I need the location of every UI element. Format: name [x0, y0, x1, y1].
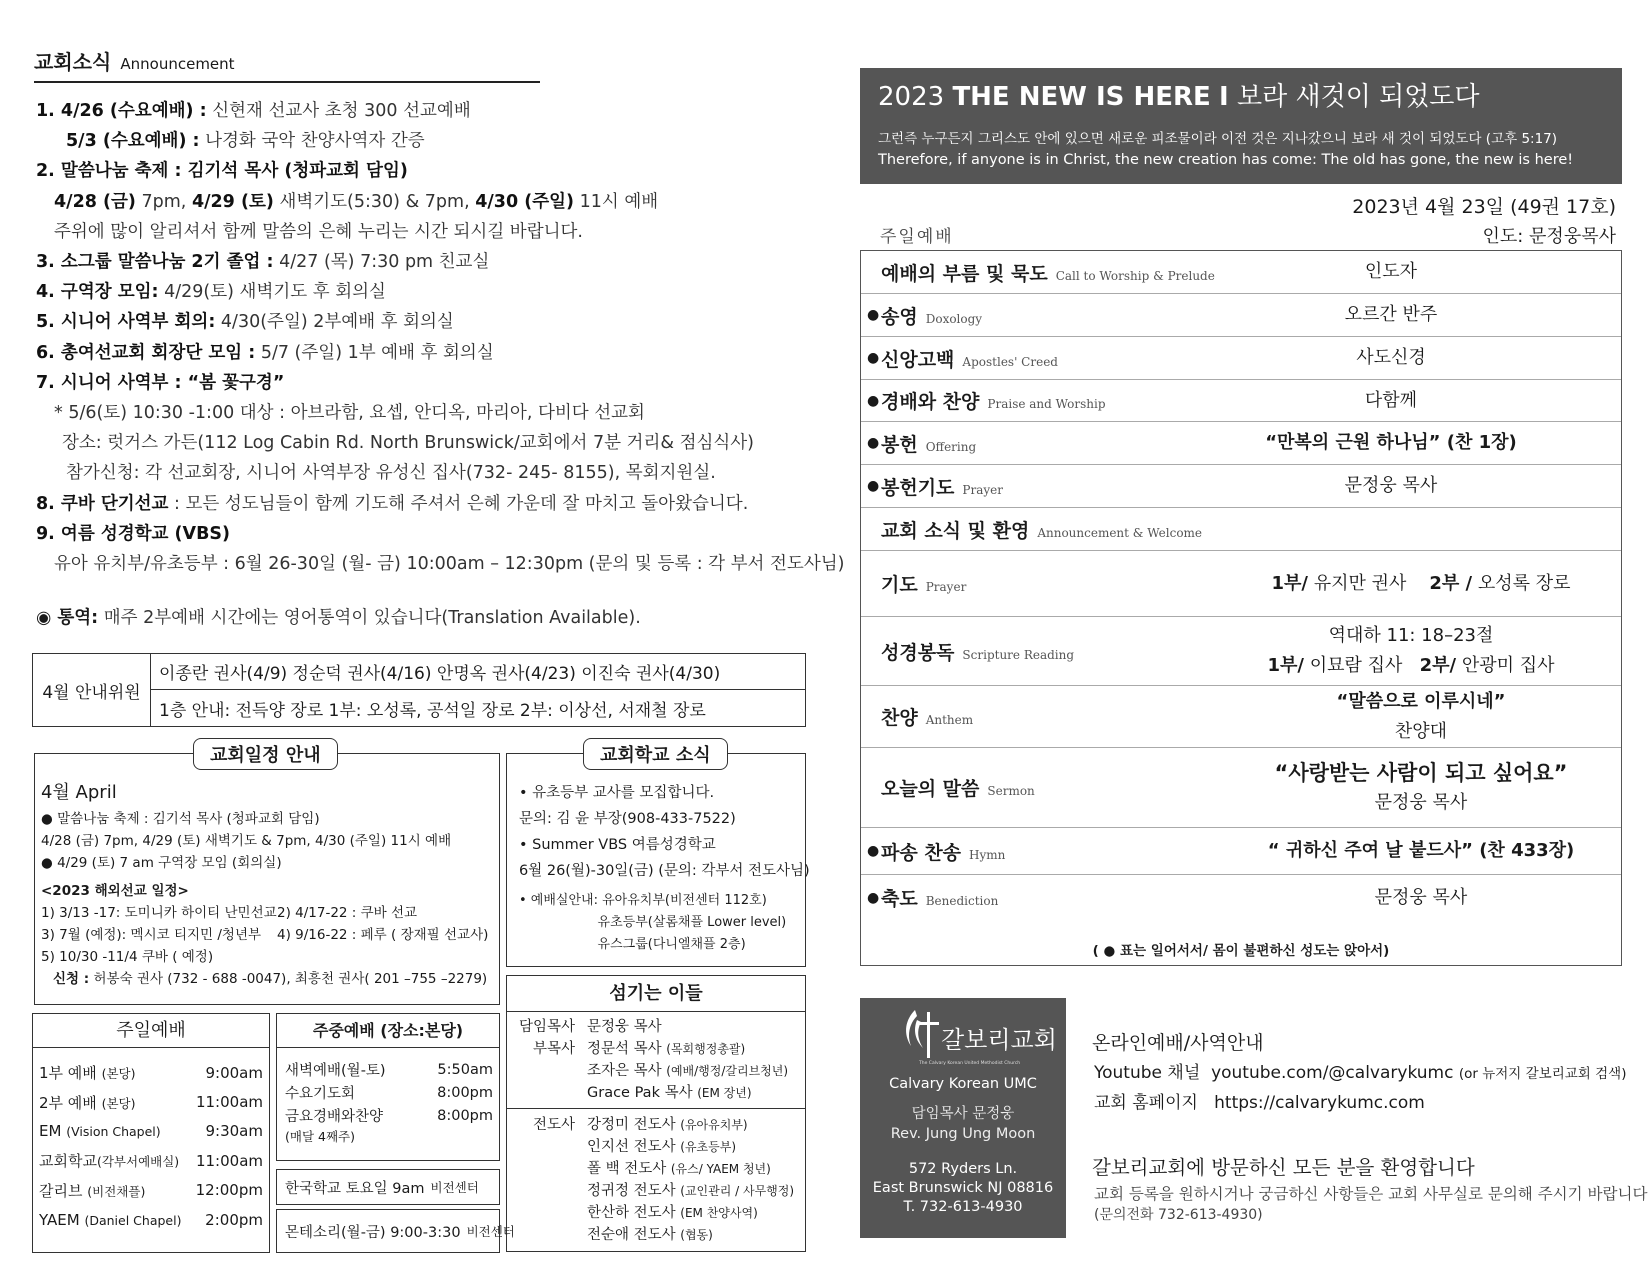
- order-row: ● 경배와 찬양 Praise and Worship 다함께: [861, 380, 1621, 422]
- weekday-worship-title: 주중예배 (장소:본당): [277, 1014, 499, 1048]
- servers-box: [506, 975, 806, 1252]
- worship-time-row: 새벽예배(월-토) 5:50am: [285, 1061, 493, 1079]
- sunday-worship-title: 주일예배: [33, 1014, 269, 1048]
- server-row: 인지선 전도사 (유초등부): [587, 1139, 736, 1155]
- homepage-line: 교회 홈페이지 https://calvarykumc.com: [1094, 1093, 1425, 1113]
- theme-title: 2023 THE NEW IS HERE I 보라 새것이 되었도다: [878, 82, 1480, 112]
- weekday-worship-box: [276, 1013, 500, 1161]
- school-room-line: 유초등부(살롬채플 Lower level): [519, 915, 787, 930]
- theme-verse-ko: 그런즉 누구든지 그리스도 안에 있으면 새로운 피조물이라 이전 것은 지나갔으니 보라 새 것이 되었도다 (고후 5:17): [878, 131, 1558, 147]
- worship-time-row: EM (Vision Chapel) 9:30am: [39, 1122, 263, 1141]
- school-room-line: • 예배실안내: 유아유치부(비전센터 112호): [519, 893, 767, 908]
- server-row: 담임목사 문정웅 목사: [518, 1019, 662, 1035]
- announcement-item: 8. 쿠바 단기선교 : 모든 성도님들이 함께 기도해 주셔서 은혜 가운데 잘 마치고 돌아왔습니다.: [36, 493, 749, 514]
- announcement-item: 1. 4/26 (수요예배) : 신현재 선교사 초청 300 선교예배: [36, 101, 471, 121]
- korean-school-box: 한국학교 토요일 9am 비전센터: [276, 1169, 500, 1205]
- announcement-item: 9. 여름 성경학교 (VBS): [36, 523, 231, 544]
- announcement-item: 6. 총여선교회 회장단 모임 : 5/7 (주일) 1부 예배 후 회의실: [36, 342, 494, 363]
- order-row: ● 봉헌기도 Prayer 문정웅 목사: [861, 465, 1621, 508]
- worship-time-row: 교회학교(각부서예배실) 11:00am: [39, 1151, 263, 1171]
- announcement-heading: [34, 46, 540, 83]
- school-line: • Summer VBS 여름성경학교: [519, 837, 716, 853]
- order-row: 찬양 Anthem “말씀으로 이루시네” 찬양대: [861, 686, 1621, 748]
- mission-row: 5) 10/30 -11/4 쿠바 ( 예정): [41, 949, 214, 965]
- order-row: 교회 소식 및 환영 Announcement & Welcome: [861, 508, 1621, 551]
- announcement-title-en: Announcement: [120, 55, 235, 73]
- order-footnote: ( ● 표는 일어서서/ 몸이 불편하신 성도는 앉아서): [1092, 943, 1390, 959]
- announcement-item: 5/3 (수요예배) : 나경화 국악 찬양사역자 간증: [66, 131, 425, 152]
- order-of-worship: [860, 250, 1622, 966]
- school-line: • 유초등부 교사를 모집합니다.: [519, 785, 715, 801]
- translation-notice: ◉ 통역: 매주 2부예배 시간에는 영어통역이 있습니다(Translation Available).: [36, 608, 641, 628]
- welcome-subtitle: 교회 등록을 원하시거나 궁금하신 사항들은 교회 사무실로 문의해 주시기 바랍니다: [1094, 1185, 1648, 1203]
- server-row: Grace Pak 목사 (EM 장년): [587, 1085, 752, 1101]
- announcement-title-ko: 교회소식: [34, 50, 112, 74]
- worship-time-row: 1부 예배 (본당) 9:00am: [39, 1063, 263, 1083]
- church-school-title: 교회학교 소식: [583, 738, 728, 770]
- online-title: 온라인예배/사역안내: [1092, 1032, 1264, 1054]
- worship-time-row: YAEM (Daniel Chapel) 2:00pm: [39, 1210, 263, 1229]
- worship-time-row: 금요경배와찬양 8:00pm: [285, 1107, 493, 1125]
- svg-text:The Calvary Korean United Meth: The Calvary Korean United Methodist Church: [919, 1061, 1021, 1066]
- announcement-item: * 5/6(토) 10:30 -1:00 대상 : 아브라함, 요셉, 안디옥, 마리아, 다비다 선교회: [54, 403, 645, 424]
- church-logo-block: [860, 998, 1066, 1238]
- announcement-item: 4/28 (금) 7pm, 4/29 (토) 새벽기도(5:30) & 7pm, 4/30 (주일) 11시 예배: [54, 191, 659, 212]
- church-schedule-box: [34, 745, 500, 1005]
- order-row: 예배의 부름 및 묵도 Call to Worship & Prelude 인도자: [861, 251, 1621, 294]
- mission-row: 1) 3/13 -17: 도미니카 하이티 난민선교 2) 4/17-22 : 쿠바 선교: [41, 905, 418, 921]
- order-row: 성경봉독 Scripture Reading 역대하 11: 18–23절 1부/ 이묘람 집사 2부/ 안광미 집사: [861, 617, 1621, 686]
- church-logo: [860, 1006, 1066, 1074]
- weekday-note: (매달 4째주): [285, 1129, 355, 1144]
- church-school-box: [506, 745, 810, 967]
- order-row: ● 축도 Benediction 문정웅 목사: [867, 886, 1468, 910]
- address-line: East Brunswick NJ 08816: [872, 1180, 1054, 1196]
- phone-line: T. 732-613-4930: [903, 1199, 1023, 1215]
- mission-schedule-title: <2023 해외선교 일정>: [41, 883, 189, 899]
- server-row: 정귀정 전도사 (교인관리 / 사무행정): [587, 1183, 795, 1199]
- school-room-line: 유스그룹(다니엘채플 2층): [519, 937, 746, 952]
- theme-banner: [860, 68, 1622, 184]
- pastor-ko: 담임목사 문정웅: [911, 1106, 1015, 1122]
- school-line: 문의: 김 윤 부장(908-433-7522): [519, 811, 736, 827]
- servers-title: 섬기는 이들: [507, 976, 805, 1012]
- svg-text:갈보리교회: 갈보리교회: [941, 1026, 1057, 1054]
- service-label: 주일예배: [880, 227, 954, 247]
- worship-time-row: 수요기도회 8:00pm: [285, 1084, 493, 1102]
- pastor-en: Rev. Jung Ung Moon: [890, 1126, 1036, 1142]
- service-leader: 인도: 문정웅목사: [1482, 226, 1616, 247]
- homepage-link[interactable]: https://calvarykumc.com: [1214, 1093, 1425, 1113]
- bulletin-date: 2023년 4월 23일 (49권 17호): [1352, 196, 1616, 218]
- worship-time-row: 2부 예배 (본당) 11:00am: [39, 1093, 263, 1112]
- youtube-link[interactable]: youtube.com/@calvarykumc: [1211, 1063, 1454, 1083]
- schedule-line: ● 4/29 (토) 7 am 구역장 모임 (회의실): [41, 855, 282, 871]
- youtube-line: Youtube 채널 youtube.com/@calvarykumc (or 뉴저지 갈보리교회 검색): [1094, 1063, 1627, 1083]
- announcement-item: 5. 시니어 사역부 회의: 4/30(주일) 2부예배 후 회의실: [36, 312, 454, 333]
- ushers-table: [32, 653, 806, 727]
- announcement-list: [36, 96, 845, 579]
- server-row: 부목사 정문석 목사 (목회행정총괄): [532, 1041, 746, 1057]
- ushers-row: 이종란 권사(4/9) 정순덕 권사(4/16) 안명옥 권사(4/23) 이진숙 권사(4/30): [151, 654, 805, 690]
- schedule-line: 4/28 (금) 7pm, 4/29 (토) 새벽기도 & 7pm, 4/30 (주일) 11시 예배: [41, 833, 452, 849]
- announcement-item: 3. 소그룹 말씀나눔 2기 졸업 : 4/27 (목) 7:30 pm 친교실: [36, 252, 490, 273]
- announcement-item: 주위에 많이 알리셔서 함께 말씀의 은혜 누리는 시간 되시길 바랍니다.: [54, 221, 583, 242]
- school-line: 6월 26(월)-30일(금) (문의: 각부서 전도사님): [519, 863, 810, 879]
- sunday-worship-box: [32, 1013, 270, 1253]
- announcement-item: 4. 구역장 모임: 4/29(토) 새벽기도 후 회의실: [36, 282, 386, 303]
- order-row: ● 파송 찬송 Hymn “ 귀하신 주여 날 붙드사” (찬 433장): [861, 828, 1621, 875]
- order-row: ● 봉헌 Offering “만복의 근원 하나님” (찬 1장): [861, 422, 1621, 465]
- montessori-box: 몬테소리(월-금) 9:00-3:30 비전센터: [276, 1209, 500, 1253]
- announcement-item: 장소: 럿거스 가든(112 Log Cabin Rd. North Brunswick/교회에서 7분 거리& 점심식사): [62, 433, 755, 454]
- announcement-item: 참가신청: 각 선교회장, 시니어 사역부장 유성신 집사(732- 245- 8155), 목회지원실.: [66, 463, 716, 484]
- welcome-phone: (문의전화 732-613-4930): [1094, 1207, 1263, 1223]
- server-row: 조자은 목사 (예배/행정/갈리브청년): [587, 1063, 789, 1079]
- server-row: 전순애 전도사 (협동): [587, 1227, 713, 1243]
- mission-signup: 신청 : 허봉숙 권사 (732 - 688 -0047), 최흥천 권사( 201 –755 –2279): [53, 971, 488, 987]
- order-row: ● 신앙고백 Apostles' Creed 사도신경: [861, 337, 1621, 380]
- announcement-item: 7. 시니어 사역부 : “봄 꽃구경”: [36, 372, 285, 393]
- ushers-label: 4월 안내위원: [33, 654, 151, 726]
- order-row: 오늘의 말씀 Sermon “사랑받는 사람이 되고 싶어요” 문정웅 목사: [861, 748, 1621, 828]
- server-row: 전도사 강정미 전도사 (유아유치부): [532, 1117, 748, 1133]
- address-line: 572 Ryders Ln.: [908, 1161, 1018, 1177]
- announcement-item: 유아 유치부/유초등부 : 6월 26-30일 (월- 금) 10:00am – 12:30pm (문의 및 등록 : 각 부서 전도사님): [54, 554, 845, 575]
- theme-verse-en: Therefore, if anyone is in Christ, the new creation has come: The old has gone, the new is here!: [878, 152, 1574, 168]
- order-row: ● 송영 Doxology 오르간 반주: [861, 294, 1621, 337]
- church-schedule-title: 교회일정 안내: [193, 738, 338, 770]
- server-row: 폴 백 전도사 (유스/ YAEM 청년): [587, 1161, 771, 1177]
- schedule-month: 4월 April: [41, 782, 117, 803]
- ushers-row: 1층 안내: 전득양 장로 1부: 오성록, 공석일 장로 2부: 이상선, 서재철 장로: [159, 700, 706, 721]
- welcome-title: 갈보리교회에 방문하신 모든 분을 환영합니다: [1092, 1156, 1475, 1179]
- worship-time-row: 갈리브 (비전채플) 12:00pm: [39, 1181, 263, 1200]
- announcement-item: 2. 말씀나눔 축제 : 김기석 목사 (청파교회 담임): [36, 161, 408, 182]
- mission-row: 3) 7월 (예정): 멕시코 티지민 /청년부 4) 9/16-22 : 페루 ( 장재필 선교사): [41, 927, 489, 943]
- schedule-line: ● 말씀나눔 축제 : 김기석 목사 (청파교회 담임): [41, 811, 320, 827]
- order-row: 기도 Prayer 1부/ 유지만 권사 2부 / 오성록 장로: [861, 551, 1621, 617]
- church-name-en: Calvary Korean UMC: [889, 1076, 1037, 1092]
- server-row: 한산하 전도사 (EM 찬양사역): [587, 1205, 758, 1221]
